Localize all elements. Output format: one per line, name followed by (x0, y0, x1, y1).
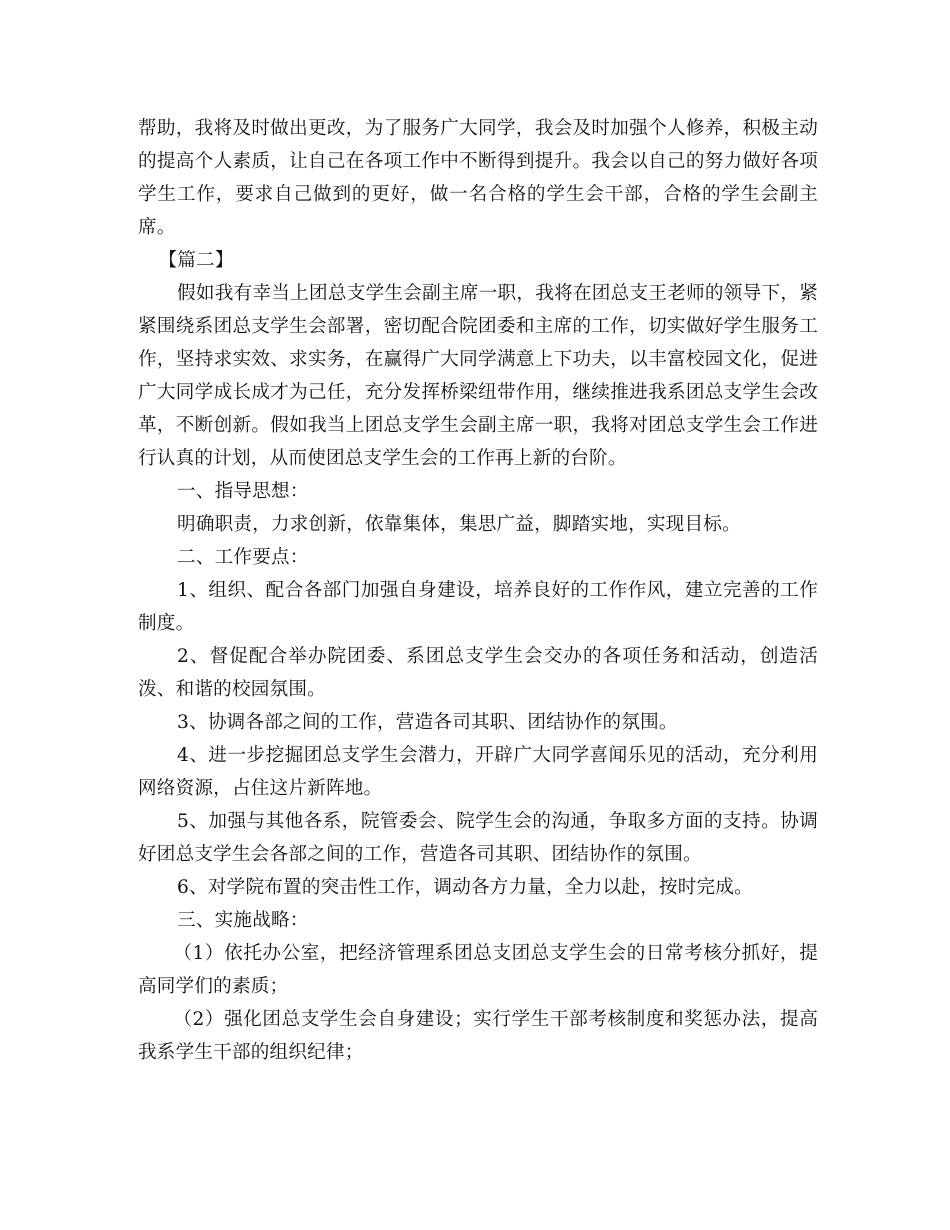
paragraph-candidacy-statement: 假如我有幸当上团总支学生会副主席一职，我将在团总支王老师的领导下，紧紧围绕系团总支学生会部署，密切配合院团委和主席的工作，切实做好学生服务工作，坚持求实效、求实务，在赢得广大同学满意上下功夫，以丰富校园文化，促进广大同学成长成才为己任，充分发挥桥梁纽带作用，继续推进我系团总支学生会改革，不断创新。假如我当上团总支学生会副主席一职，我将对团总支学生会工作进行认真的计划，从而使团总支学生会的工作再上新的台阶。 (138, 283, 818, 469)
paragraph-guiding-ideology: 明确职责，力求创新，依靠集体，集思广益，脚踏实地，实现目标。 (177, 514, 741, 535)
paragraph-intro-continuation: 帮助，我将及时做出更改，为了服务广大同学，我会及时加强个人修养，积极主动的提高个人素质，让自己在各项工作中不断得到提升。我会以自己的努力做好各项学生工作，要求自己做到的更好，做一名合格的学生会干部，合格的学生会副主席。 (138, 118, 818, 238)
strategy-item-1: （1）依托办公室，把经济管理系团总支团总支学生会的日常考核分抓好，提高同学们的素质； (138, 943, 818, 997)
work-point-4: 4、进一步挖掘团总支学生会潜力，开辟广大同学喜闻乐见的活动，充分利用网络资源，占住这片新阵地。 (138, 745, 818, 799)
heading-work-points: 二、工作要点： (177, 547, 309, 568)
work-point-3: 3、协调各部之间的工作，营造各司其职、团结协作的氛围。 (177, 712, 678, 733)
work-point-6: 6、对学院布置的突击性工作，调动各方力量，全力以赴，按时完成。 (177, 877, 753, 898)
section-heading-part-two: 【篇二】 (158, 250, 234, 271)
strategy-item-2: （2）强化团总支学生会自身建设；实行学生干部考核制度和奖惩办法，提高我系学生干部的组织纪律； (138, 1009, 818, 1063)
work-point-2: 2、督促配合举办院团委、系团总支学生会交办的各项任务和活动，创造活泼、和谐的校园氛围。 (138, 646, 818, 700)
work-point-1: 1、组织、配合各部门加强自身建设，培养良好的工作作风，建立完善的工作制度。 (138, 580, 818, 634)
work-point-5: 5、加强与其他各系，院管委会、院学生会的沟通，争取多方面的支持。协调好团总支学生会各部之间的工作，营造各司其职、团结协作的氛围。 (138, 811, 818, 865)
document-page (138, 112, 818, 1069)
heading-guiding-ideology: 一、指导思想： (177, 481, 309, 502)
heading-implementation-strategy: 三、实施战略： (177, 910, 309, 931)
